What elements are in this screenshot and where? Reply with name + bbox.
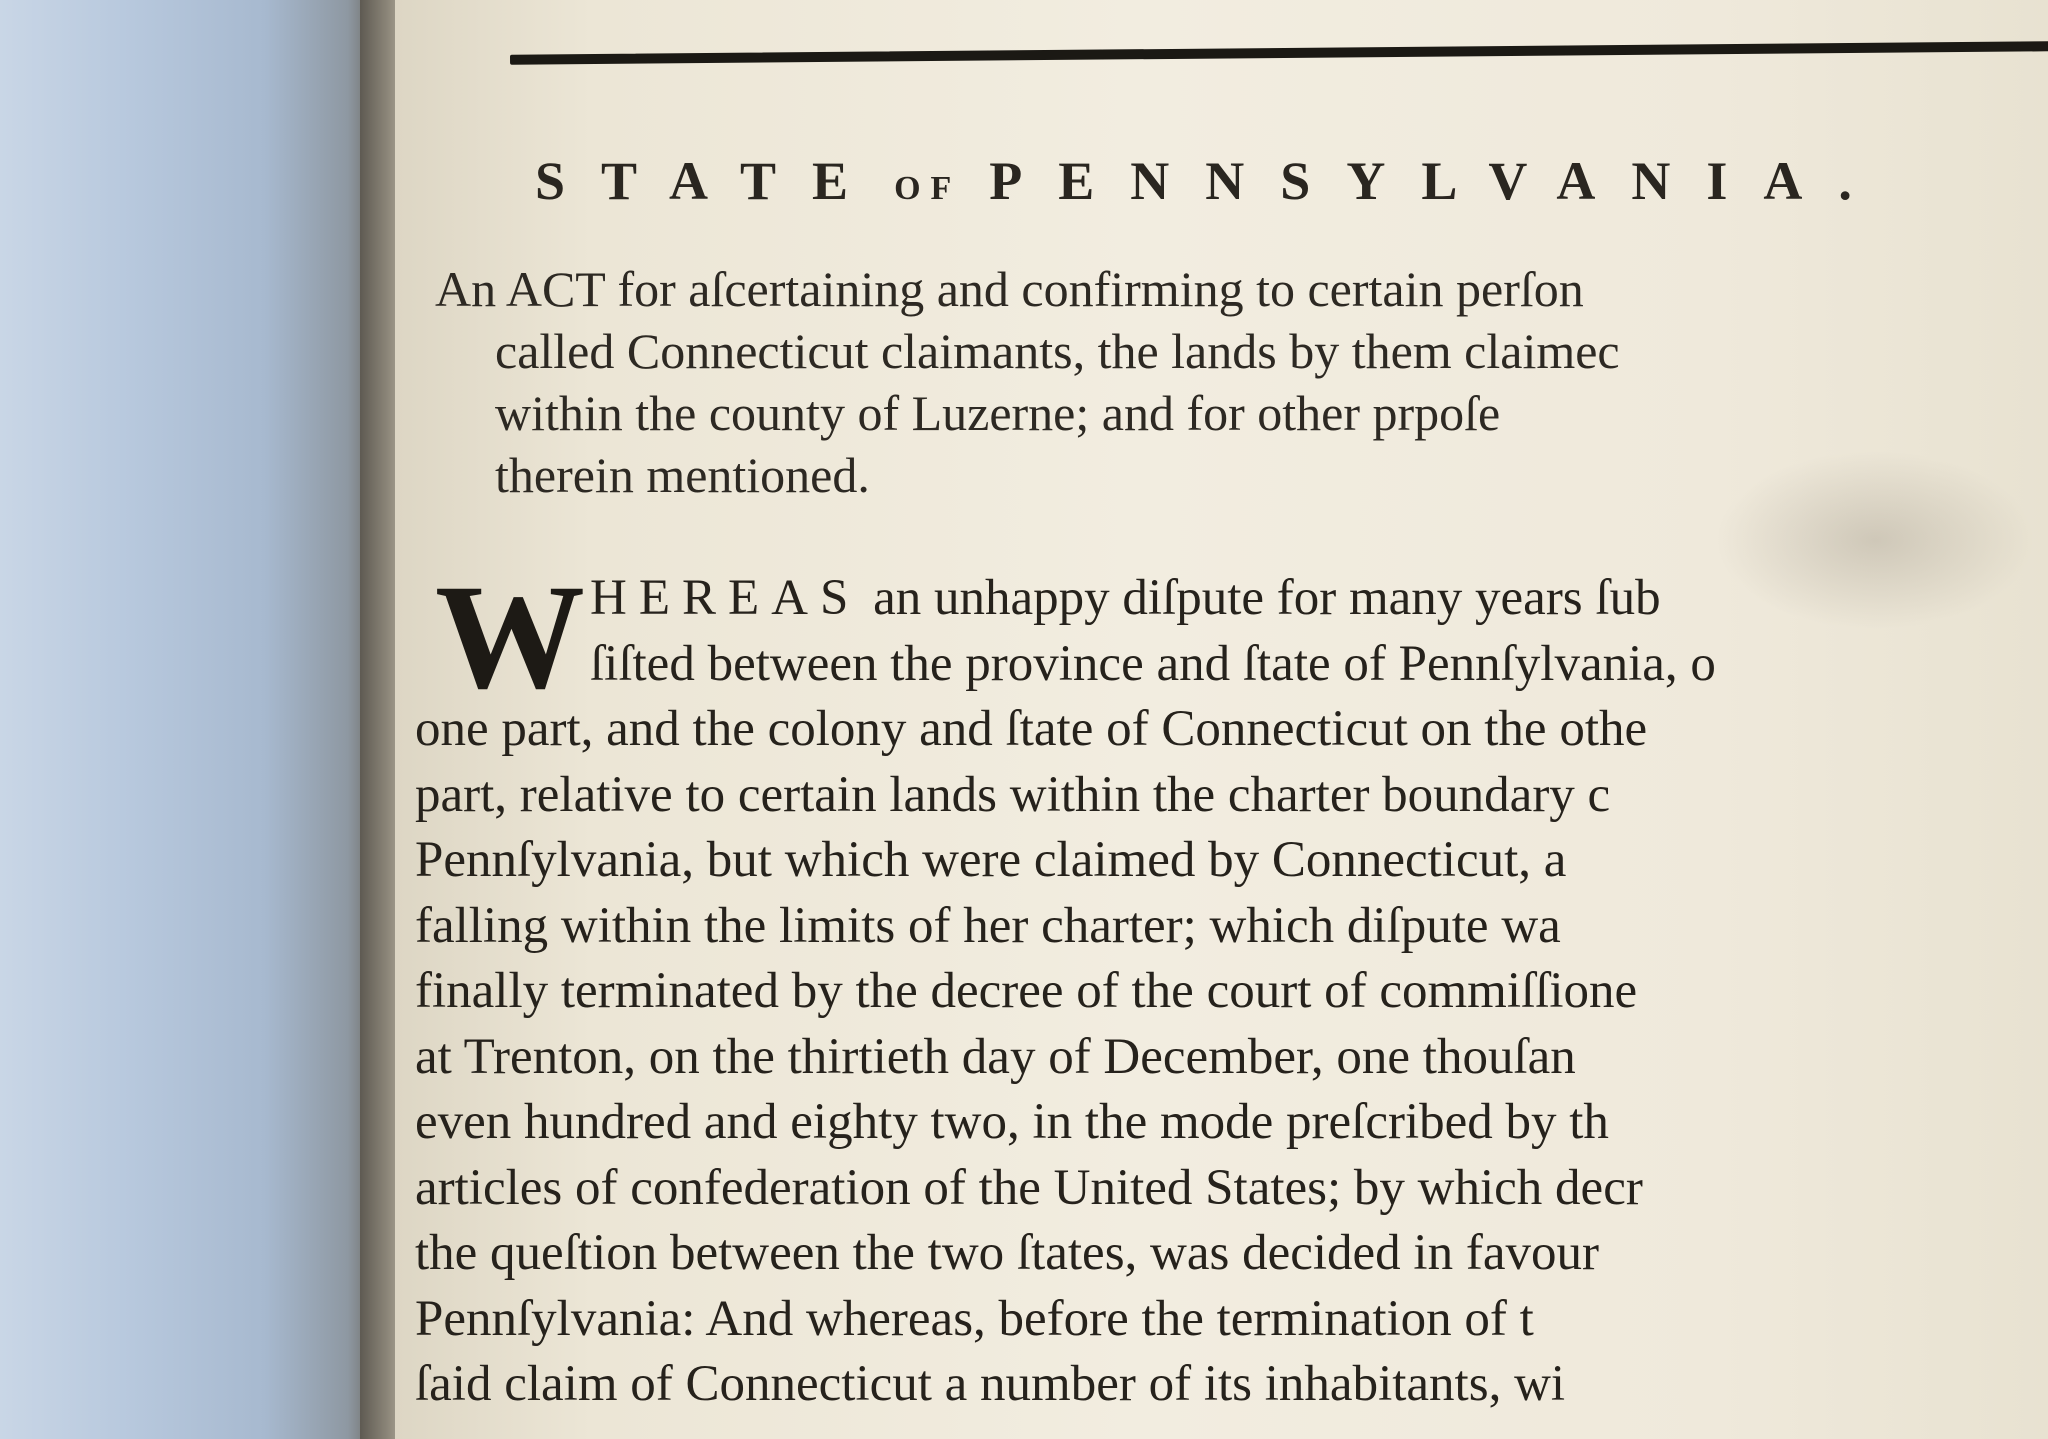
act-title-line: called Connecticut claimants, the lands by them claimec bbox=[495, 323, 1620, 379]
body-line: the queſtion between the two ſtates, was decided in favour bbox=[415, 1225, 1599, 1281]
body-line: one part, and the colony and ſtate of Connecticut on the othe bbox=[415, 701, 1648, 757]
body-line: at Trenton, on the thirtieth day of December, one thouſan bbox=[415, 1028, 1576, 1085]
blue-binding-cover bbox=[0, 0, 378, 1439]
act-title-line: An ACT for aſcertaining and confirming to certain perſon bbox=[435, 261, 1584, 317]
act-title-line: therein mentioned. bbox=[495, 447, 870, 503]
body-line: Pennſylvania: And whereas, before the termination of t bbox=[415, 1290, 1534, 1347]
first-word: HEREAS bbox=[590, 570, 861, 626]
act-title-line: within the county of Luzerne; and for other prpoſe bbox=[495, 385, 1501, 441]
title-word-state: STATE bbox=[535, 151, 885, 211]
header-rule bbox=[510, 41, 2048, 64]
page-title bbox=[535, 150, 2048, 212]
body-line: ſaid claim of Connecticut a number of its inhabitants, wi bbox=[415, 1356, 1566, 1412]
drop-cap: W bbox=[435, 554, 585, 720]
body-line: ſiſted between the province and ſtate of Pennſylvania, o bbox=[590, 635, 1716, 692]
title-word-of: OF bbox=[894, 170, 962, 207]
title-word-pennsylvania: PENNSYLVANIA. bbox=[989, 151, 1888, 211]
body-line: even hundred and eighty two, in the mode preſcribed by th bbox=[415, 1094, 1609, 1150]
body-line: HEREAS an unhappy diſpute for many years ſub bbox=[590, 570, 1661, 626]
body-line: finally terminated by the decree of the court of commiſſione bbox=[415, 963, 1638, 1019]
body-text bbox=[415, 554, 2048, 1418]
body-line: articles of confederation of the United States; by which decr bbox=[415, 1159, 1643, 1216]
body-line: part, relative to certain lands within the charter boundary c bbox=[415, 766, 1611, 823]
document-page bbox=[395, 0, 2048, 1439]
body-line: Pennſylvania, but which were claimed by Connecticut, a bbox=[415, 832, 1567, 888]
body-line: falling within the limits of her charter; which diſpute wa bbox=[415, 897, 1561, 954]
